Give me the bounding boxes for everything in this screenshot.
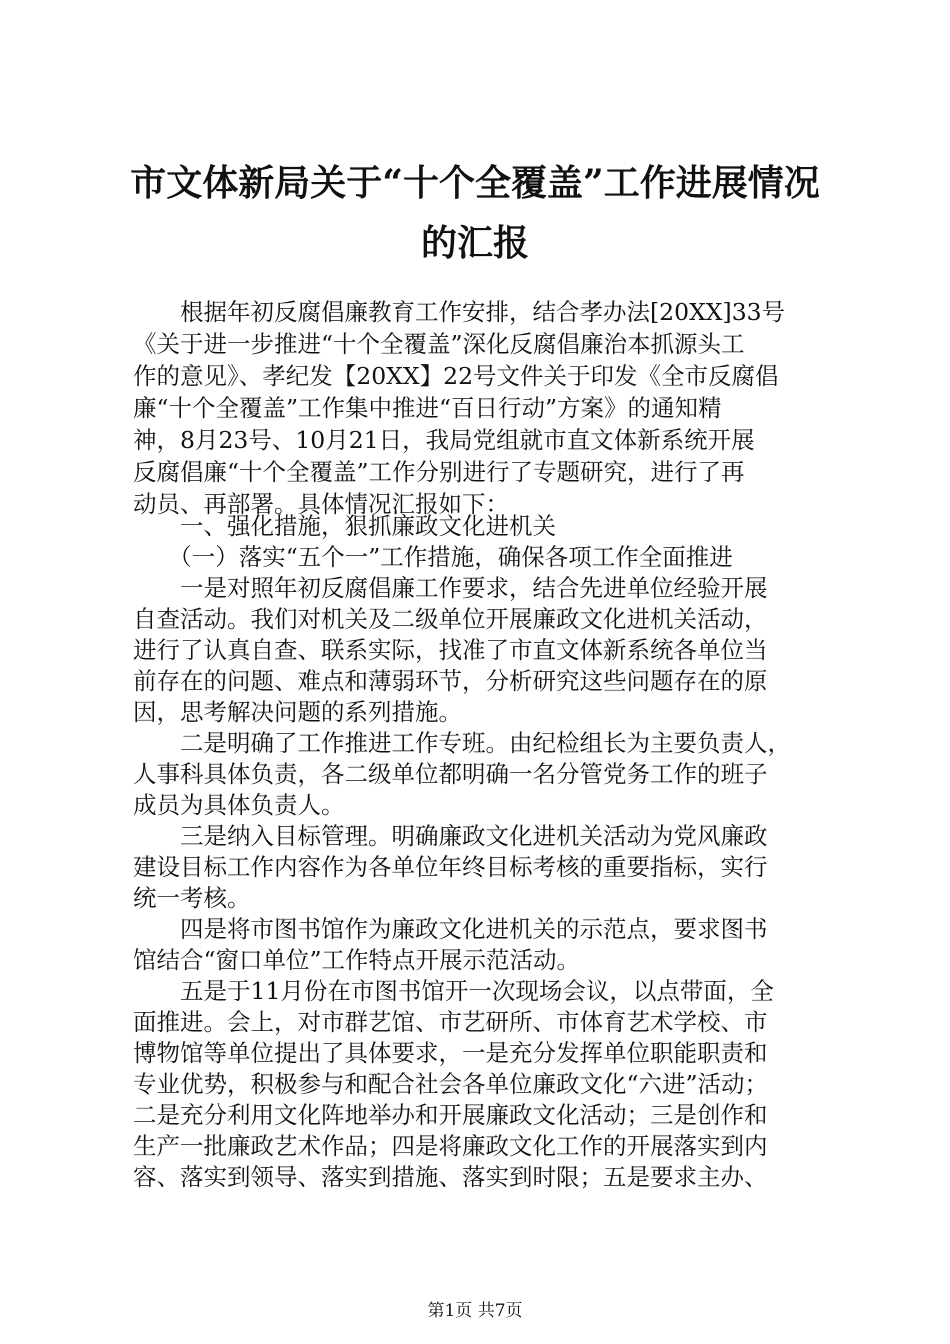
body-line: 馆结合“窗口单位”工作特点开展示范活动。	[133, 946, 581, 974]
body-line: 统一考核。	[133, 884, 251, 912]
body-line: 反腐倡廉“十个全覆盖”工作分别进行了专题研究，进行了再	[133, 458, 745, 486]
section-heading: 一、强化措施，狠抓廉政文化进机关	[133, 512, 556, 540]
body-line: 生产一批廉政艺术作品；四是将廉政文化工作的开展落实到内	[133, 1132, 768, 1160]
body-line: 自查活动。我们对机关及二级单位开展廉政文化进机关活动，	[133, 605, 768, 633]
body-line: 因，思考解决问题的系列措施。	[133, 698, 462, 726]
body-line: 四是将市图书馆作为廉政文化进机关的示范点，要求图书	[133, 915, 768, 943]
body-line: 廉“十个全覆盖”工作集中推进“百日行动”方案》的通知精	[133, 394, 722, 422]
body-line: 前存在的问题、难点和薄弱环节，分析研究这些问题存在的原	[133, 667, 768, 695]
body-line: 五是于11月份在市图书馆开一次现场会议，以点带面，全	[133, 977, 774, 1005]
body-line: 成员为具体负责人。	[133, 791, 345, 819]
body-line: 作的意见》、孝纪发【20XX】22号文件关于印发《全市反腐倡	[133, 362, 779, 390]
body-line: 根据年初反腐倡廉教育工作安排，结合孝办法[20XX]33号	[133, 298, 786, 326]
body-line: 二是明确了工作推进工作专班。由纪检组长为主要负责人，	[133, 729, 791, 757]
body-line: 进行了认真自查、联系实际，找准了市直文体新系统各单位当	[133, 636, 768, 664]
body-line: 动员、再部署。具体情况汇报如下：	[133, 490, 509, 518]
body-line: 专业优势，积极参与和配合社会各单位廉政文化“六进”活动；	[133, 1070, 769, 1098]
document-title-line-2: 的汇报	[420, 222, 529, 264]
body-line: 博物馆等单位提出了具体要求，一是充分发挥单位职能职责和	[133, 1039, 768, 1067]
page-footer: 第1页 共7页	[427, 1301, 523, 1321]
body-line: 《关于进一步推进“十个全覆盖”深化反腐倡廉治本抓源头工	[133, 330, 745, 358]
subsection-heading: （一）落实“五个一”工作措施，确保各项工作全面推进	[133, 543, 733, 571]
body-line: 一是对照年初反腐倡廉工作要求，结合先进单位经验开展	[133, 574, 768, 602]
body-line: 二是充分利用文化阵地举办和开展廉政文化活动；三是创作和	[133, 1101, 768, 1129]
body-line: 面推进。会上，对市群艺馆、市艺研所、市体育艺术学校、市	[133, 1008, 768, 1036]
body-line: 建设目标工作内容作为各单位年终目标考核的重要指标，实行	[133, 853, 768, 881]
body-line: 三是纳入目标管理。明确廉政文化进机关活动为党风廉政	[133, 822, 768, 850]
document-title-line-1: 市文体新局关于“十个全覆盖”工作进展情况	[130, 162, 820, 204]
body-line: 容、落实到领导、落实到措施、落实到时限；五是要求主办、	[133, 1163, 768, 1191]
body-line: 人事科具体负责，各二级单位都明确一名分管党务工作的班子	[133, 760, 768, 788]
body-line: 神，8月23号、10月21日，我局党组就市直文体新系统开展	[133, 426, 755, 454]
